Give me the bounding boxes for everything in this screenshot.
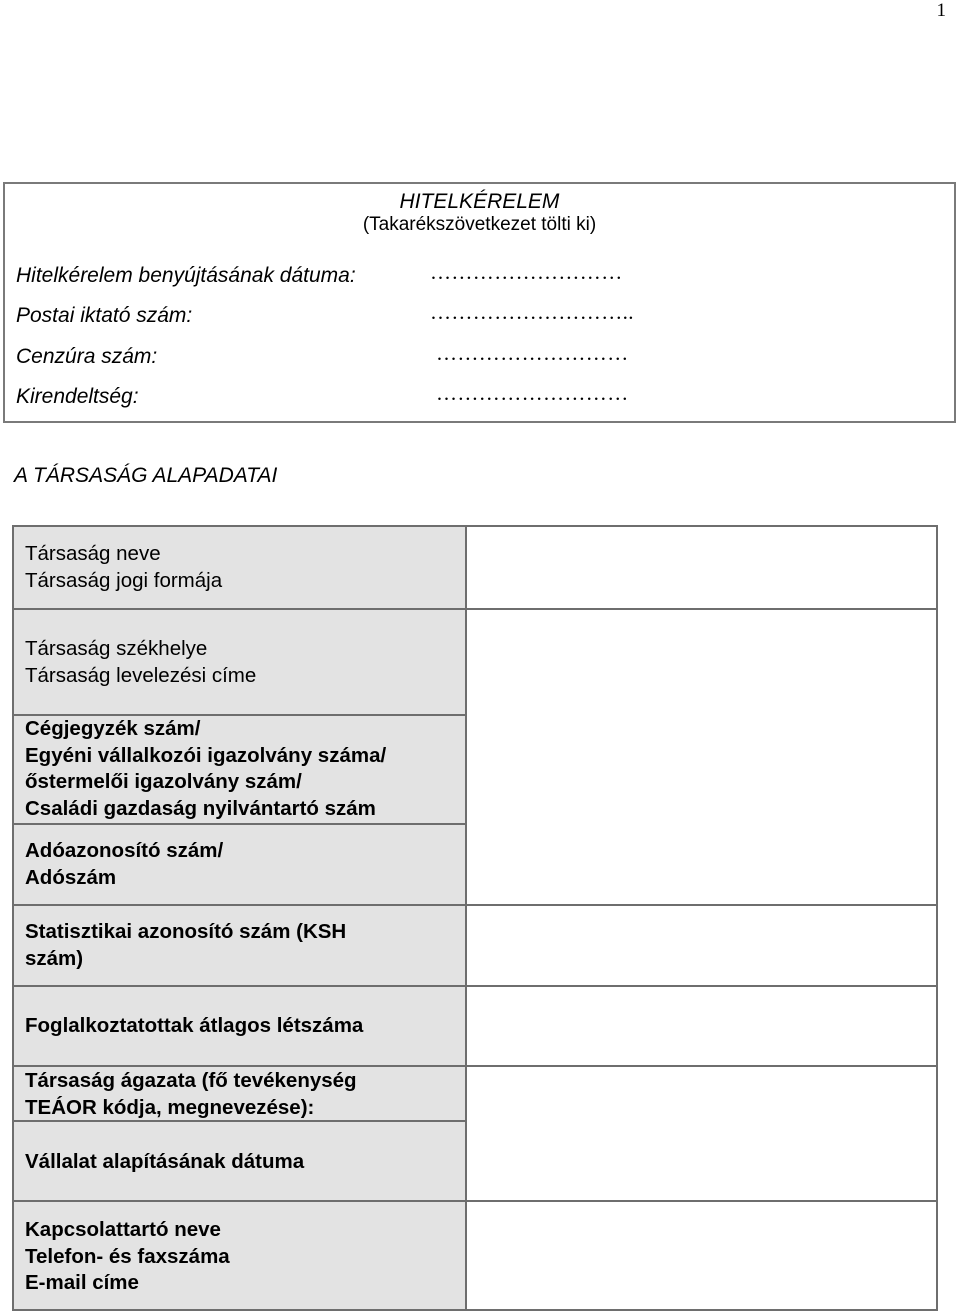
registration-number-label: Cégjegyzék szám/ Egyéni vállalkozói igazolvány száma/ őstermelői igazolvány szám/ Családi gazdaság nyilvántartó szám — [25, 717, 387, 820]
section-title: A TÁRSASÁG ALAPADATAI — [14, 464, 278, 487]
page-number: 1 — [936, 0, 946, 21]
branch-field[interactable]: ……………………… — [436, 381, 629, 405]
submission-date-label: Hitelkérelem benyújtásának dátuma: — [16, 264, 356, 287]
company-name-input[interactable] — [467, 527, 936, 608]
branch-row — [16, 381, 936, 411]
row-divider — [14, 823, 467, 825]
submission-date-field[interactable]: ……………………… — [430, 260, 623, 284]
ksh-number-label: Statisztikai azonosító szám (KSH szám) — [25, 920, 347, 970]
ksh-number-input[interactable] — [467, 906, 936, 985]
company-seat-label: Társaság székhelye Társaság levelezési címe — [25, 637, 257, 687]
contact-label: Kapcsolattartó neve Telefon- és faxszáma E-mail címe — [25, 1218, 230, 1294]
postal-registry-label: Postai iktató szám: — [16, 304, 193, 327]
company-name-label: Társaság neve Társaság jogi formája — [25, 542, 223, 592]
contact-input[interactable] — [467, 1202, 936, 1309]
teaor-label: Társaság ágazata (fő tevékenység TEÁOR kódja, megnevezése): — [25, 1069, 357, 1119]
form-subtitle: (Takarékszövetkezet tölti ki) — [362, 214, 597, 235]
bank-use-box — [3, 182, 956, 423]
company-data-table — [12, 525, 938, 1311]
company-details-input[interactable] — [467, 610, 936, 904]
postal-registry-row — [16, 300, 936, 330]
censorship-number-row — [16, 341, 936, 371]
form-title: HITELKÉRELEM — [399, 190, 560, 213]
employee-count-label: Foglalkoztatottak átlagos létszáma — [25, 1014, 364, 1037]
censorship-number-field[interactable]: ……………………… — [436, 341, 629, 365]
submission-date-row — [16, 260, 936, 290]
branch-label: Kirendeltség: — [16, 385, 139, 408]
tax-number-label: Adóazonosító szám/ Adószám — [25, 839, 224, 889]
postal-registry-field[interactable]: ……………………….. — [430, 300, 634, 324]
censorship-number-label: Cenzúra szám: — [16, 345, 158, 368]
employee-count-input[interactable] — [467, 987, 936, 1065]
founding-date-label: Vállalat alapításának dátuma — [25, 1150, 305, 1173]
teaor-input[interactable] — [467, 1067, 936, 1200]
